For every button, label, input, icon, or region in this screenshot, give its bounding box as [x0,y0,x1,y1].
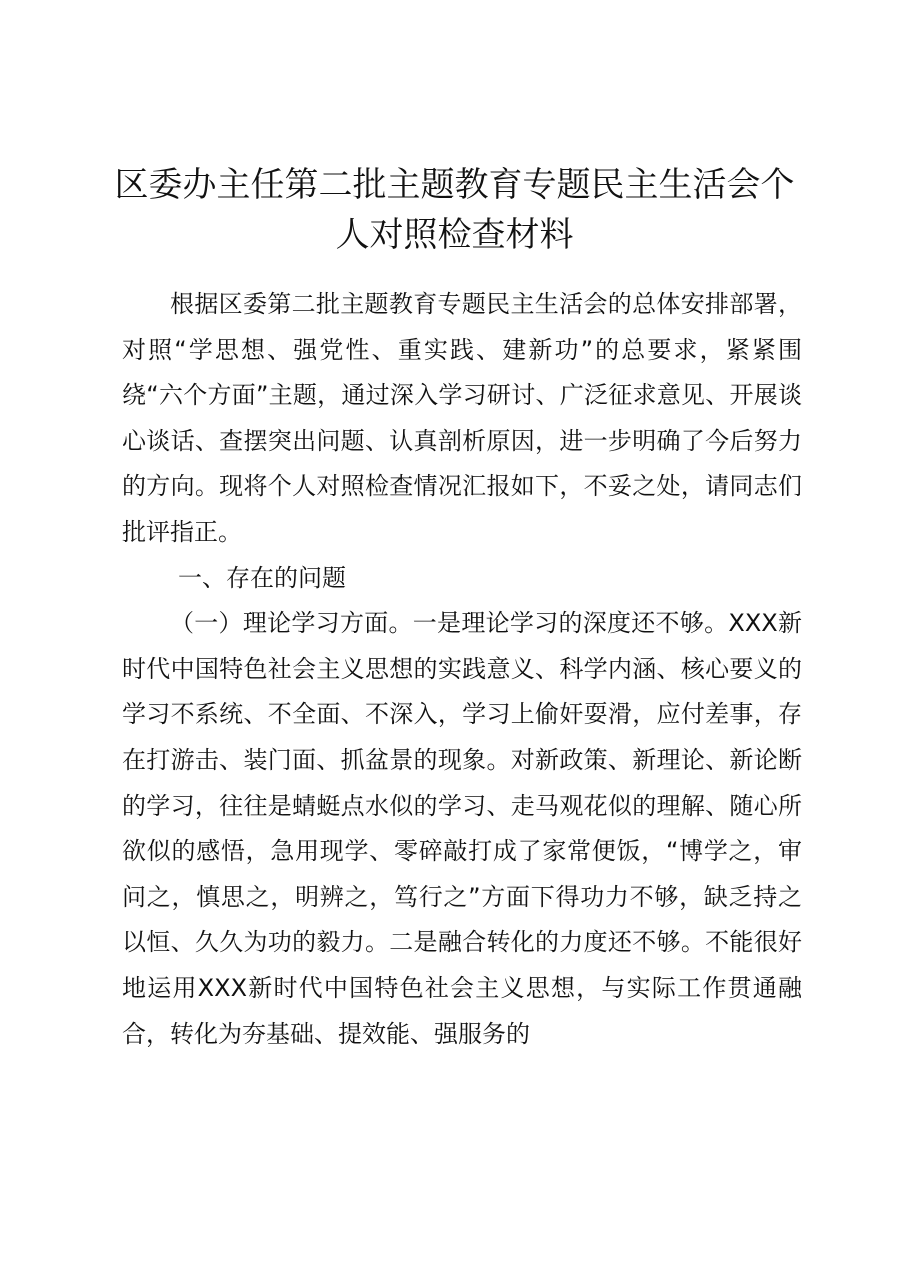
section-heading: 一、存在的问题 [178,563,346,592]
body-paragraph: （一）理论学习方面。一是理论学习的深度还不够。XXX新时代中国特色社会主义思想的实践意义、科学内涵、核心要义的学习不系统、不全面、不深入，学习上偷奸耍滑，应付差事，存在打游击、装门面、抓盆景的现象。对新政策、新理论、新论断的学习，往往是蜻蜓点水似的学习、走马观花似的理解、随心所欲似的感悟，急用现学、零碎敲打成了家常便饭，“博学之，审问之，慎思之，明辨之，笃行之”方面下得功力不够，缺乏持之以恒、久久为功的毅力。二是融合转化的力度还不够。不能很好地运用XXX新时代中国特色社会主义思想，与实际工作贯通融合，转化为夯基础、提效能、强服务的 [122,609,802,1048]
document-title [110,160,799,260]
intro-paragraph: 根据区委第二批主题教育专题民主生活会的总体安排部署，对照“学思想、强党性、重实践、建新功”的总要求，紧紧围绕“六个方面”主题，通过深入学习研讨、广泛征求意见、开展谈心谈话、查摆突出问题、认真剖析原因，进一步明确了今后努力的方向。现将个人对照检查情况汇报如下，不妥之处，请同志们批评指正。 [122,290,802,546]
document-body [122,282,802,1057]
title-line-2: 人对照检查材料 [335,215,574,255]
title-line-1: 区委办主任第二批主题教育专题民主生活会个 [114,165,795,205]
